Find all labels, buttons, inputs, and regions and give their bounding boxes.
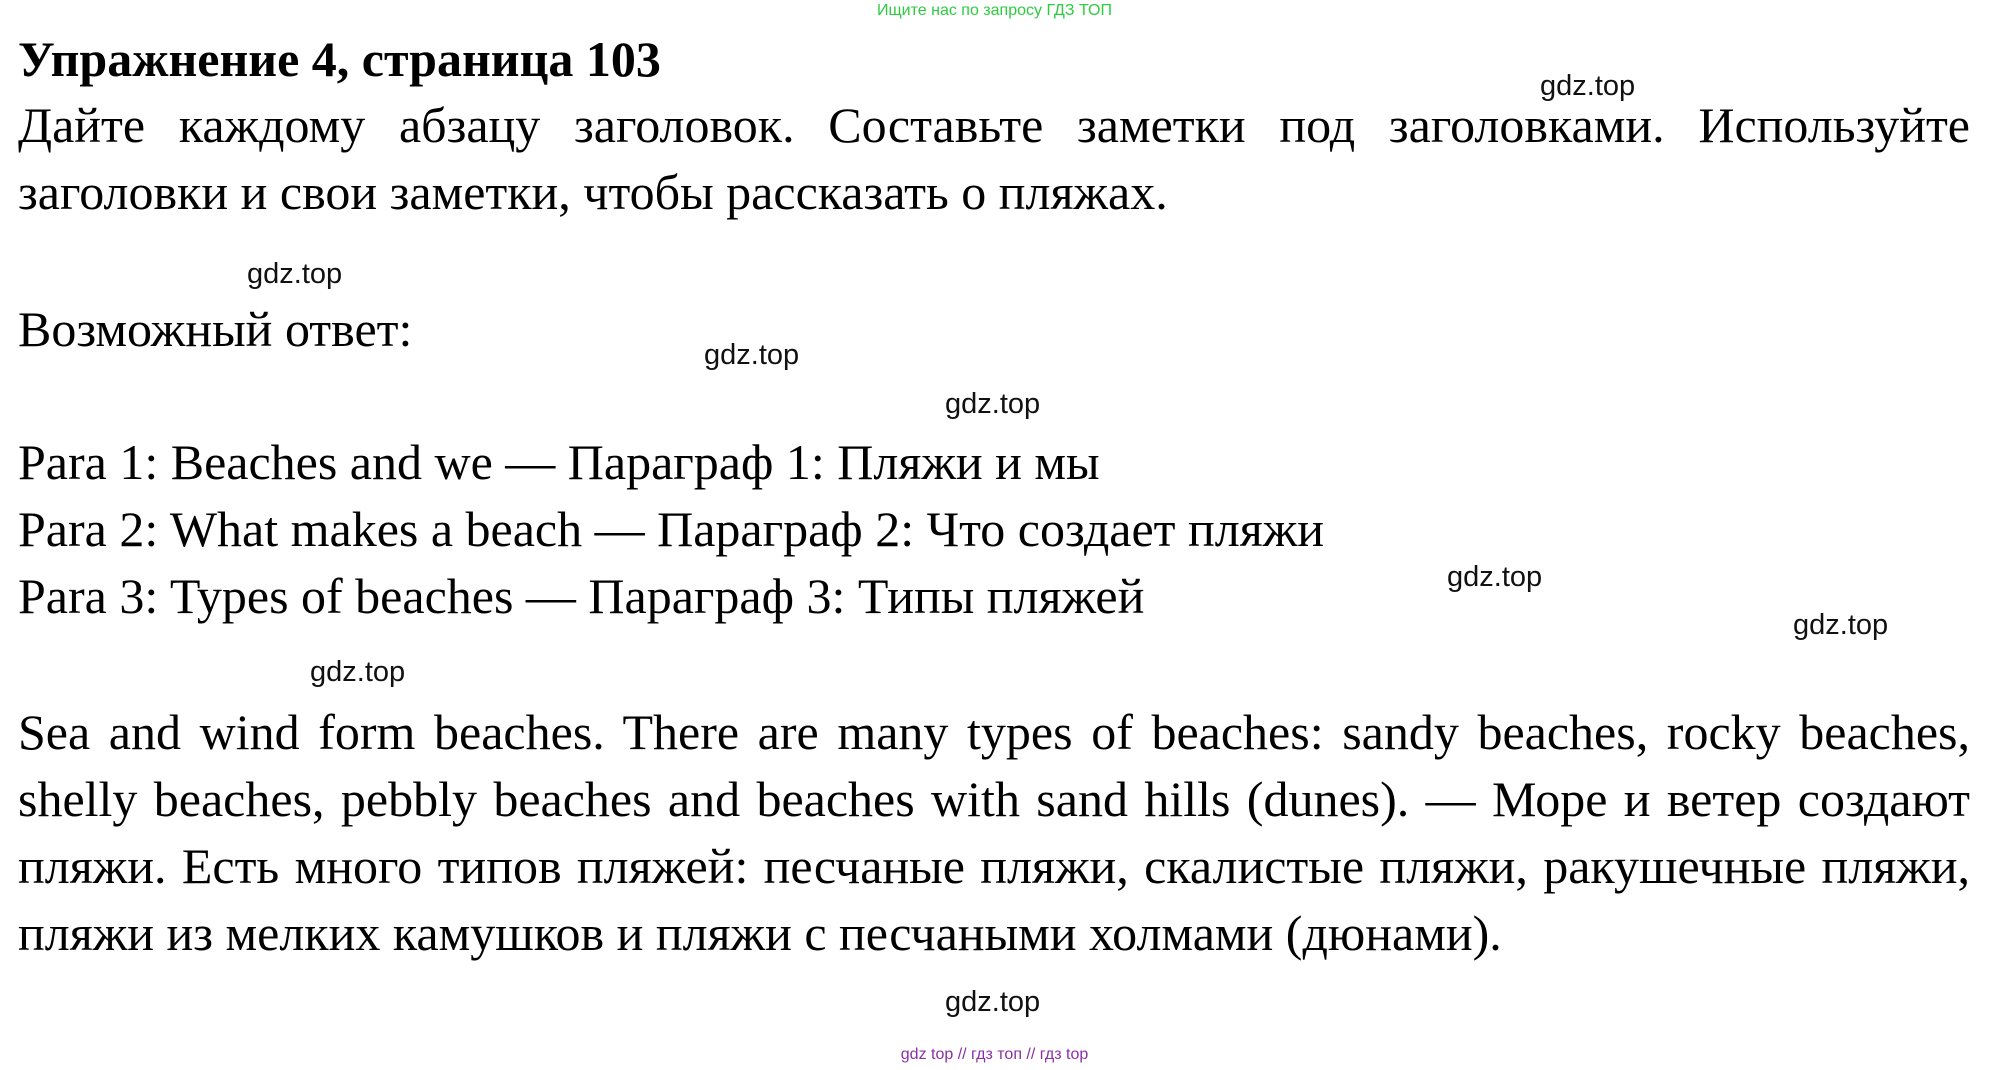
watermark: gdz.top bbox=[945, 986, 1041, 1018]
note-line: Para 1: Beaches and we — Параграф 1: Пляжи и мы bbox=[18, 434, 1100, 490]
note-line: Para 3: Types of beaches — Параграф 3: Типы пляжей bbox=[18, 568, 1145, 624]
footer-text: gdz top // гдз топ // гдз top bbox=[900, 1046, 1089, 1063]
top-banner: Ищите нас по запросу ГДЗ ТОП bbox=[877, 2, 1112, 19]
watermark: gdz.top bbox=[1793, 609, 1889, 641]
note-line: Para 2: What makes a beach — Параграф 2: Что создает пляжи bbox=[18, 501, 1325, 557]
answer-label: Возможный ответ: bbox=[18, 301, 413, 357]
watermark: gdz.top bbox=[1540, 70, 1636, 102]
answer-body-text: Sea and wind form beaches. There are many types of beaches: sandy beaches, rocky beaches, shelly beaches, pebbly beaches and beaches with sand hills (dunes). — Море и ветер создают пляжи. Есть много типов пляжей: песчаные пляжи, скалистые пляжи, ракушечные пляжи, пляжи из мелких камушков и пляжи с песчаными холмами (дюнами). bbox=[18, 704, 1970, 961]
watermark: gdz.top bbox=[247, 258, 343, 290]
task-text: Дайте каждому абзацу заголовок. Составьте заметки под заголовками. Используйте заголовки и свои заметки, чтобы рассказать о пляжах. bbox=[18, 97, 1970, 220]
watermark: gdz.top bbox=[945, 388, 1041, 420]
watermark: gdz.top bbox=[310, 656, 406, 688]
watermark: gdz.top bbox=[704, 339, 800, 371]
watermark: gdz.top bbox=[1447, 561, 1543, 593]
notes-list bbox=[18, 429, 1970, 630]
page-title: Упражнение 4, страница 103 bbox=[18, 31, 661, 87]
